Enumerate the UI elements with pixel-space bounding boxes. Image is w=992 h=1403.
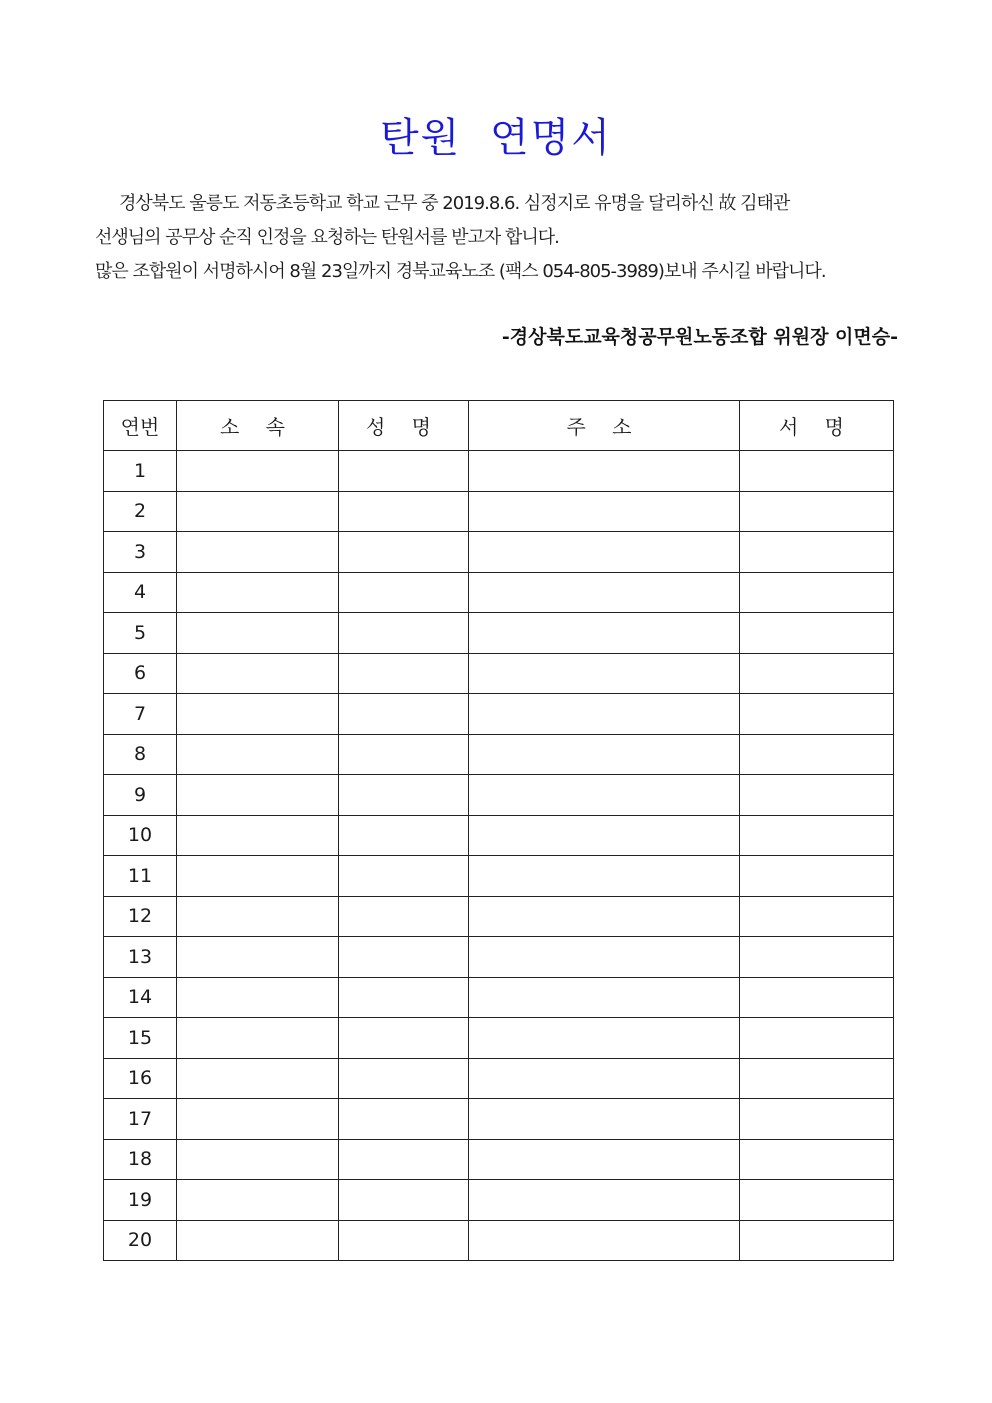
table-row	[104, 694, 894, 735]
header-affiliation: 소 속	[177, 401, 339, 451]
signature-cell[interactable]	[740, 653, 894, 694]
union-signature: -경상북도교육청공무원노동조합 위원장 이면승-	[501, 326, 898, 348]
signature-cell[interactable]	[740, 856, 894, 897]
name-cell[interactable]	[339, 532, 469, 573]
name-cell[interactable]	[339, 451, 469, 492]
affiliation-cell[interactable]	[177, 653, 339, 694]
row-number: 5	[104, 613, 177, 654]
row-number: 6	[104, 653, 177, 694]
signature-cell[interactable]	[740, 1139, 894, 1180]
header-name: 성 명	[339, 401, 469, 451]
affiliation-cell[interactable]	[177, 572, 339, 613]
address-cell[interactable]	[469, 572, 740, 613]
affiliation-cell[interactable]	[177, 937, 339, 978]
name-cell[interactable]	[339, 1220, 469, 1261]
row-number: 4	[104, 572, 177, 613]
row-number: 17	[104, 1099, 177, 1140]
page-title: 탄원 연명서	[380, 115, 612, 161]
table-row	[104, 1058, 894, 1099]
table-row	[104, 1220, 894, 1261]
address-cell[interactable]	[469, 1018, 740, 1059]
table-row	[104, 856, 894, 897]
row-number: 9	[104, 775, 177, 816]
name-cell[interactable]	[339, 613, 469, 654]
notice-line-1: 경상북도 울릉도 저동초등학교 학교 근무 중 2019.8.6. 심정지로 유명을 달리하신 故 김태관	[119, 193, 790, 214]
affiliation-cell[interactable]	[177, 1220, 339, 1261]
row-number: 3	[104, 532, 177, 573]
address-cell[interactable]	[469, 977, 740, 1018]
name-cell[interactable]	[339, 1139, 469, 1180]
table-row	[104, 451, 894, 492]
affiliation-cell[interactable]	[177, 977, 339, 1018]
signature-cell[interactable]	[740, 1018, 894, 1059]
row-number: 15	[104, 1018, 177, 1059]
header-address: 주 소	[469, 401, 740, 451]
name-cell[interactable]	[339, 1018, 469, 1059]
address-cell[interactable]	[469, 491, 740, 532]
name-cell[interactable]	[339, 977, 469, 1018]
table-row	[104, 815, 894, 856]
row-number: 19	[104, 1180, 177, 1221]
table-row	[104, 977, 894, 1018]
signature-cell[interactable]	[740, 451, 894, 492]
affiliation-cell[interactable]	[177, 613, 339, 654]
affiliation-cell[interactable]	[177, 1018, 339, 1059]
signature-cell[interactable]	[740, 815, 894, 856]
header-signature: 서 명	[740, 401, 894, 451]
table-row	[104, 1099, 894, 1140]
signature-cell[interactable]	[740, 977, 894, 1018]
affiliation-cell[interactable]	[177, 856, 339, 897]
name-cell[interactable]	[339, 937, 469, 978]
name-cell[interactable]	[339, 491, 469, 532]
table-row	[104, 896, 894, 937]
table-row	[104, 572, 894, 613]
row-number: 7	[104, 694, 177, 735]
affiliation-cell[interactable]	[177, 1099, 339, 1140]
address-cell[interactable]	[469, 1139, 740, 1180]
signature-cell[interactable]	[740, 572, 894, 613]
signature-cell[interactable]	[740, 775, 894, 816]
row-number: 12	[104, 896, 177, 937]
row-number: 2	[104, 491, 177, 532]
address-cell[interactable]	[469, 1099, 740, 1140]
signature-cell[interactable]	[740, 491, 894, 532]
address-cell[interactable]	[469, 1058, 740, 1099]
table-row	[104, 653, 894, 694]
name-cell[interactable]	[339, 572, 469, 613]
row-number: 13	[104, 937, 177, 978]
signature-cell[interactable]	[740, 734, 894, 775]
name-cell[interactable]	[339, 896, 469, 937]
row-number: 18	[104, 1139, 177, 1180]
row-number: 14	[104, 977, 177, 1018]
signature-cell[interactable]	[740, 694, 894, 735]
signature-cell[interactable]	[740, 1180, 894, 1221]
affiliation-cell[interactable]	[177, 491, 339, 532]
table-row	[104, 937, 894, 978]
address-cell[interactable]	[469, 532, 740, 573]
affiliation-cell[interactable]	[177, 896, 339, 937]
affiliation-cell[interactable]	[177, 1058, 339, 1099]
header-serial-number: 연번	[104, 401, 177, 451]
signature-cell[interactable]	[740, 896, 894, 937]
address-cell[interactable]	[469, 653, 740, 694]
table-row	[104, 491, 894, 532]
name-cell[interactable]	[339, 653, 469, 694]
affiliation-cell[interactable]	[177, 734, 339, 775]
address-cell[interactable]	[469, 815, 740, 856]
address-cell[interactable]	[469, 1220, 740, 1261]
table-row	[104, 1180, 894, 1221]
name-cell[interactable]	[339, 1180, 469, 1221]
signature-cell[interactable]	[740, 1099, 894, 1140]
address-cell[interactable]	[469, 775, 740, 816]
name-cell[interactable]	[339, 1099, 469, 1140]
affiliation-cell[interactable]	[177, 775, 339, 816]
name-cell[interactable]	[339, 694, 469, 735]
notice-line-3: 많은 조합원이 서명하시어 8월 23일까지 경북교육노조 (팩스 054-805-3989)보내 주시길 바랍니다.	[95, 261, 826, 282]
signature-cell[interactable]	[740, 532, 894, 573]
row-number: 10	[104, 815, 177, 856]
row-number: 8	[104, 734, 177, 775]
affiliation-cell[interactable]	[177, 1139, 339, 1180]
address-cell[interactable]	[469, 734, 740, 775]
signature-cell[interactable]	[740, 937, 894, 978]
table-row	[104, 532, 894, 573]
affiliation-cell[interactable]	[177, 532, 339, 573]
petition-table	[103, 400, 894, 1261]
address-cell[interactable]	[469, 856, 740, 897]
row-number: 1	[104, 451, 177, 492]
affiliation-cell[interactable]	[177, 1180, 339, 1221]
row-number: 11	[104, 856, 177, 897]
table-row	[104, 1139, 894, 1180]
address-cell[interactable]	[469, 694, 740, 735]
name-cell[interactable]	[339, 856, 469, 897]
affiliation-cell[interactable]	[177, 694, 339, 735]
name-cell[interactable]	[339, 815, 469, 856]
notice-line-2: 선생님의 공무상 순직 인정을 요청하는 탄원서를 받고자 합니다.	[95, 227, 559, 248]
row-number: 20	[104, 1220, 177, 1261]
name-cell[interactable]	[339, 1058, 469, 1099]
name-cell[interactable]	[339, 734, 469, 775]
name-cell[interactable]	[339, 775, 469, 816]
table-row	[104, 1018, 894, 1059]
address-cell[interactable]	[469, 1180, 740, 1221]
address-cell[interactable]	[469, 937, 740, 978]
table-row	[104, 734, 894, 775]
address-cell[interactable]	[469, 451, 740, 492]
table-row	[104, 775, 894, 816]
address-cell[interactable]	[469, 613, 740, 654]
table-header-row	[104, 401, 894, 451]
affiliation-cell[interactable]	[177, 815, 339, 856]
signature-cell[interactable]	[740, 1220, 894, 1261]
table-row	[104, 613, 894, 654]
affiliation-cell[interactable]	[177, 451, 339, 492]
address-cell[interactable]	[469, 896, 740, 937]
signature-cell[interactable]	[740, 613, 894, 654]
signature-cell[interactable]	[740, 1058, 894, 1099]
row-number: 16	[104, 1058, 177, 1099]
